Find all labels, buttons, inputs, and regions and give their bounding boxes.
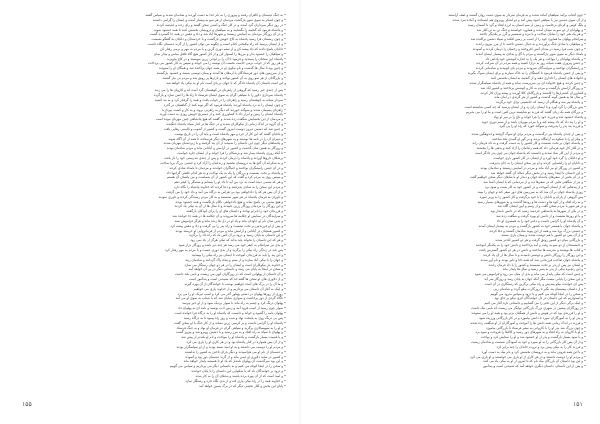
text-line: • در روزگاران پیشین در شهری بزرگ بازرگانی توانگر می زیست که نامی نیک داشت — [314, 306, 586, 311]
text-line: • و از دلاوری های او سخن ها گفته اند که شنیدنی است و پندآموز است — [18, 277, 286, 282]
text-line: • تا آنکه روزی پادشاه بیمار شد و پزشکان را فرا خواند و از ایشان چاره خواست — [18, 151, 286, 156]
text-line: • و چون لشکر به سوی شهر بازگشت مردمان از هر سو به پیشباز آمدند و ایشان را گرامی داشتند — [18, 18, 286, 23]
text-line: • چون آفتاب برآمد سپاهیان آماده شدند و به فرمان سردار به سوی دشت روان گشتند و صف آراستند — [314, 13, 586, 18]
text-line: • و کشور در روزگار او نیز آباد ماند و مردم در آسایش زیستند و شادمان بودند — [314, 166, 586, 171]
text-line: و از آن سوی دشمن نیز با سپاهی انبوه پیش آمد و دو لشکر روبروی هم ایستادند و آماده نبرد شدند — [452, 17, 586, 22]
text-line: • و چون بزرگ شد پدر او را با کاروانی به سفر فرستاد تا بازرگانی بیاموزد — [314, 326, 586, 331]
text-line: • پایان این بخش و آغاز بخشی دیگر که در برگ پسین خواهد آمد — [18, 384, 286, 389]
text-line: • و این روزگار را مردمان روزگار زرین نامیدند و تا سال ها از آن به نیکی یاد کردند — [18, 204, 286, 209]
text-line: • روزی از روزها پهلوان در دشتی پهناور گذر می کرد و اسب تیزتک او را می برد — [18, 292, 286, 297]
text-line: • و به راه افتاد و از کوه ها و دشت ها و رودها گذشت و به شهرهای بسیار رسید — [314, 200, 586, 205]
text-line: • و او را پند داد که داد پیشه کند و با مردم مهربان باشد و از ستم دوری جوید — [314, 120, 586, 125]
text-line: • و ایشان نیز پس از پدر بر تخت نشستند و کشور را با داد فرمان راندند — [314, 263, 586, 268]
text-line: • و نیز از شگفتی هایی که در سفرها دید و از مردمانی که با ایشان آشنا شد — [314, 180, 586, 185]
text-line: • و او دانایان را گرد خود آورد و از ایشان در کار کشور یاری خواست — [314, 156, 586, 161]
text-line: • و بدین سان نام او جاودان ماند و یاد او در دل ها زنده ماند و هرگز فراموش نشد — [18, 219, 286, 224]
text-line: • و این داستان به پایان رسید و درود بر آن کس باد که راه داد را برگزید — [18, 233, 286, 238]
text-line: • و چون زمستان فرا رسید پادشاه به کاخ خویش بازگشت و با خردمندان و دانایان به گفتگو نشست — [18, 37, 286, 42]
right-page — [300, 0, 600, 424]
text-line: • و به شکرانه آن گنج ها به درویشان بخشید و زندانیان را آزاد کرد و جشنی بزرگ برپا ساخت — [18, 161, 286, 166]
text-line: • و روزگار به همین سان گذشت و کشور در آرامش و آبادانی ماند و مردم شادمان بودند — [18, 146, 286, 151]
text-line: و خانواده های ایشان را دلداری دهند و از گنجینه به ایشان بخشش کنند — [490, 75, 586, 80]
text-line: • و مردمان از این بخشایش شگفت زده شدند و گفتند که هیچ پادشاهی چنین مهربان نبوده است — [18, 117, 286, 122]
text-line: • و امیدواریم که این داستان در دل خوانندگان اثری نیکو بر جای نهد — [314, 296, 586, 301]
text-line: • و جشن پیروزی هفت شبانه روز به درازا کشید و همه مردم در آن شرکت کردند — [314, 61, 586, 66]
text-line: • و فرزند در اندک زمانی همه دانش ها را آموخت و آموزگاران از او شگفت زده شدند — [314, 321, 586, 326]
text-line: • و او را به سپهسالاری برگزید و سپاهی گران در فرمان او نهاد و به جنگ فرستاد — [18, 326, 286, 331]
text-line: • و سخن را در اینجا کوتاه می کنیم و با درود و سپاس بدرود می گوییم — [314, 292, 586, 297]
text-line: • و این بود سرگذشت آن پهلوان نامدار که یاد او تا همیشه پایدار خواهد ماند — [18, 359, 286, 364]
text-line: • و بدی نیز سرانجام به کیفر خود می رسد هر چند دیر باشد و روزگار دراز شود — [18, 243, 286, 248]
text-line: • و از آن پس همواره در کنار پادشاه بود و در هر کاری او را یاری می کرد — [18, 340, 286, 345]
text-line: • و این سخن را پایانی نیست مگر آنکه جهان به پایان رسد و روزگار سر آید — [314, 277, 586, 282]
text-line: • پزشکان داروها آوردند و پادشاه را درمان کردند و پس از چندی تندرستی خود را باز یافت — [18, 156, 286, 161]
text-line: • و مردم او را دوست می داشتند و به او امید بسته بودند و از او سپاسگزار بودند — [18, 345, 286, 350]
text-line: • و بزرگان همه یک زبان گفتند که فرزند تو شایسته ترین کس است و ما او را می پذیریم — [314, 110, 586, 115]
text-line: • و فرزند پند پدر را پذیرفت و سوگند خورد که راه او را پی گیرد — [314, 124, 586, 129]
text-line: • و پادشاه فرمود که گنجینه را بگشایند و به سپاهیان و درویشان بخشش کنند تا همه خشنود شوند — [18, 28, 286, 33]
text-line: • و امید است که از آن بهره برده باشند و پندهای آن را به کار بندند — [18, 374, 286, 379]
text-line: • و دشمنان از نام او می هراسیدند و دیگر یارای تاختن به کشور را نداشتند — [18, 350, 286, 355]
left-page-number: ۱۵۵ — [22, 401, 32, 408]
text-line: • سردار شبانه به کوهستان رسید و راهزنان را در خواب یافت و همه را گرفتار کرد و به بند کشید — [18, 98, 286, 103]
text-line: • و این داستان تا اینجا رسید و در بخش دیگر دنباله آن گفته خواهد شد — [314, 171, 586, 176]
text-line: • و پدر او را به آموزگاران سپرد تا دانش بیاموزد و در کار بازرگانی ورزیده شود — [314, 316, 586, 321]
text-line: • و خداوند یار نیکوکاران است و ایشان را در هر دو جهان رستگار می سازد — [18, 263, 286, 268]
text-line: • ناگاه گردی از دور برخاست و سواری نمایان شد که با شتاب به سوی او می آمد — [18, 296, 286, 301]
text-line: • و هیچ ستمی بی پاسخ نماند و هیچ دادخواهی ناکام بازنگشت و همه خشنود بودند — [18, 200, 286, 205]
text-line: • و از آن پس دو کشور با هم دوست شدند و پیمان یاری بستند — [314, 233, 586, 238]
text-line: • پادشاه ایشان را زمین و ابزار داد تا کشاورزی کنند و از دسترنج خویش روزی به دست آورند — [18, 112, 286, 117]
right-page-number: ۱۵۱ — [573, 401, 583, 408]
text-line: • و از آن پس هر که را دادخواهی بود بی هراس به درگاه می آمد و داد خود را می گرفت — [18, 190, 286, 195]
text-line: • دانایان پاسخ دادند که داد پیشه کن و از ستم دوری گزین و با مردم به مهر و نرمی رفتار کن — [18, 47, 286, 52]
text-line: • و رامشگران نواختند و سرایندگان سرودند و مردم پای کوبیدند و شادمانی کردند — [314, 66, 586, 71]
text-line: و این است داستان آن پادشاه دادگر که تا جهان بر پای است نام او به نیکی یاد خواهد شد — [166, 80, 286, 85]
text-line: • و سپس روی به مردم کرد و گفت که این کشور از آن شماست و من پاسبان آن هستم — [18, 175, 286, 180]
text-line: • و جهان را با نیکی آباد سازند و از ستم و بیداد پاک گردانند و شادمان زیند — [18, 258, 286, 263]
text-line: • و این بود داستان آن بازرگان نیک نام که تا امروز از او به نیکی یاد می کنند — [314, 359, 586, 364]
text-line: • و با سود بسیار بازگشت و پدر از او خشنود شد و او را ستایش کرد و نواخت — [314, 335, 586, 340]
text-line: • و فرزندان خود را نام او نهادند و داستان های او را برای کودکان بازگفتند — [18, 209, 286, 214]
text-line: • در روز دیگر سرداران گرد آمدند و در کار جنگ و آشتی سخن گفتند و رای زدند و اندیشه کردند — [18, 23, 286, 28]
text-line: • و او را فرزندی بود که در هوش و دانش از همگنان برتر بود و همه او را می ستودند — [314, 311, 586, 316]
text-line: • و هر یک هنر خود را نمایان ساخت و با نیزه و شمشیر و گرز بر یکدیگر تاختند — [314, 32, 586, 37]
text-line: • پهلوان نامه را گشود و خواند و دانست که پادشاه او را به درگاه فرا خوانده است — [18, 311, 286, 316]
text-line: • و در یکی از شهرها به پادشاهی خردمند رسید که در دانش نامدار بود — [314, 209, 586, 214]
left-page-text-column — [18, 13, 286, 388]
text-line: • پس بزرگان را گرد آورد و با ایشان رای زد و از ایشان پرسید که چه کسی شایسته است — [314, 105, 586, 110]
text-line: • و پادشاه جوان صاحب فرزندانی شد که همه دانا و دلیر بودند و نام آور شدند — [314, 258, 586, 263]
text-line: • پادشاه سرداری دلاور را با سپاهی گران به سوی ایشان فرستاد تا راه ها را ایمن سازد و بازگردد — [18, 93, 286, 98]
text-line: • پادشاه او را گرامی داشت و بر کرسی زرین نشاند و از کار جنگ با او سخن گفت — [18, 321, 286, 326]
text-line: • و جشنی بزرگ برپا شد و همه از این پیوند شادمان گشتند و دعا کردند — [314, 229, 586, 234]
text-line: • و چنین شد که دشمن دیروز دوست امروز گشت و کشور از آشوب و ناایمنی رهایی یافت — [18, 127, 286, 132]
text-line: • و این پند را باید به فرزندان آموخت تا ایشان نیز راه نیکی را بپیمایند — [18, 253, 286, 258]
text-line: • و پیکر او را با شکوه به آرامگاه بردند و بر گور او گنبدی بلند ساختند — [314, 137, 586, 142]
text-line: و بانگ کوس و کرنای برخاست و زمین از سم اسبان به لرزه افتاد و گرد تا آسمان رسید — [467, 22, 586, 27]
text-line: و سرانجام پهلوان ما هماورد خود را از اسب بر زمین افکند و سپاه دشمن پراکنده شد — [470, 37, 586, 42]
text-line: • و چنین است که نیکی پایدار می ماند و بدی از میان می رود و فراموش می شود — [314, 272, 586, 277]
text-line: و در هر شهر با مردم سخن گفت و از رسم و آیین ایشان آگاه شد — [497, 204, 586, 209]
text-line: • روزی پادشاه جوان بر آن شد که به سرزمین های دور سفر کند و جهان را ببیند — [314, 190, 586, 195]
text-line: • و آن گروه در اندک زمانی از نیکوکاران شدند و در جنگ ها در کنار سپاه پادشاه جنگیدند — [18, 122, 286, 127]
text-line: • و آن داستان از پهلوانی است که در روزگاران کهن می زیست و نامی بلند داشت — [18, 272, 286, 277]
text-line: و پادشاه خشنود شد و فرزند خود را فرا خواند و تاج را بر سر او نهاد — [493, 114, 586, 119]
text-line: • و بازرگانی میان دو کشور رونق گرفت و هر دو کشور آبادتر شدند — [314, 238, 586, 243]
text-line: • و درود بر خوانندگان باد که با شکیبایی این داستان را تا پایان خواندند — [18, 369, 286, 374]
text-line: • و پادشاه پیر شد و هنگام آن رسید که جانشینی برای خود برگزیند — [314, 100, 586, 105]
text-line: • و در آن جشن رامشگران نواختند و خنیاگران خواندند و مردمان تا بامداد شادی کردند — [18, 166, 286, 171]
text-line: • و بازرگانان از هر سو روی به آن کشور نهادند و بازارها پر رونق شد و مردم بی نیاز گشتند — [18, 76, 286, 81]
text-line: • راهزنان پشیمان شدند و سوگند خوردند که دیگر به راهزنی نروند و به کار و کشت بپردازند — [18, 108, 286, 113]
text-line: • و در آغاز کار خود فرمانی داد که همه زندانیان را آزاد کنند و بدهی ها را ببخشند — [314, 146, 586, 151]
text-line: • و داوران به فرمان پادشاه در هر شهر نشستند و به کار مردم رسیدگی کردند و داوری نمودند — [18, 195, 286, 200]
text-line: • و چون شب فرا رسید در میدان آتش افروختند و زخمیان را درمان کردند و آسودند — [314, 47, 586, 52]
text-line: • و با او روزها نشست و از دانش او بهره گرفت و شگفت زده شد — [314, 214, 586, 219]
text-line: • و این روزگار را روزگار دانش و دوستی نامیدند و تا سال ها از آن یاد کردند — [314, 253, 586, 258]
text-line: • و پهلوان با سپاه به راه افتاد و به مرز رسید و با دشمن روبرو شد و پیروز گشت — [18, 330, 286, 335]
text-line: • و دانشمندان از دو سو به رفت و آمد پرداختند و دانش خود را به یکدیگر آموختند — [314, 243, 586, 248]
text-line: • و مردم او را دوست داشتند و در هر کاری از او یاری می خواستند و او یاری می کرد — [314, 355, 586, 360]
text-line: • و هر که ستمی دیده است به نزد من آید تا داد او را بستانم و ستمگر را کیفر دهم — [18, 180, 286, 185]
right-page-text-column — [314, 13, 586, 369]
text-line: • و پادشاه بر تخت نشست و بزرگان را یک به یک نواخت و به هر کدام خلعتی گرانبها داد — [18, 171, 286, 176]
text-line: • پس باید در زندگی راه نیکی را برگزید و از بدی دوری جست و با مردم به مهر رفتار کرد — [18, 248, 286, 253]
text-line: • و پادشاه جوان بر تخت نشست و کار کشور را به دست گرفت و به داد فرمان راند — [314, 141, 586, 146]
text-line: • و خداوند همه را در راه نیکی یاری کند و از بدی نگاه دارد و رستگار سازد — [18, 379, 286, 384]
text-line: و بامداد دیگر به سوی شهر بازگشتند و مردم با گل و شادی به پیشباز ایشان آمدند — [475, 51, 586, 56]
text-line: • و چنین بود تا سال ها گذشت و نام نیکوی او در همه جهان پراکنده شد و همگان او را ستودند — [18, 66, 286, 71]
text-line: • و سخن در اینجا به پایان می رسد و داستانی دیگر در پی آن خواهد آمد — [18, 267, 286, 272]
text-line: • به جنگ دشمنان و کافران رفتند و پیروزی را به نام خدا به دست آوردند و شادمان شدند و سپاس گفتند — [18, 13, 286, 18]
text-line: • و از آن پس کار بازرگانی را به او سپرد و خود به آسودگی نشست و شادمان زیست — [314, 340, 586, 345]
text-line: • و مردم این سخن را به شادی پذیرفتند و دعا کردند که خداوند پادشاه را نگاه دارد — [18, 185, 286, 190]
text-line: • و کشور در سایه دلاوری او ایمن ماند و از گزند دشمنان دور بود و آسوده — [18, 355, 286, 360]
text-line: • پس گروهی از یاران و دانایان را با خود برگرفت و کار کشور را به وزیر سپرد — [314, 195, 586, 200]
text-line: • و سرایندگان در ستایش او چکامه ها سرودند و آن چکامه ها در همه جا خوانده شد — [18, 214, 286, 219]
text-line: • پادشاه این سخنان را پسندید و فرمود تا آن را بر لوحی زرین بنویسند و در کاخ بیاویزند — [18, 57, 286, 62]
text-line: • و سپاهیان را خشنود بدار و مرزها را استوار کن و از کار کشور هیچ گاه غافل مباش و بیدار بمان — [18, 52, 286, 57]
text-line: • و او با کاروان به راه افتاد و به شهرهای دور رسید و کالاها را فروخت و سود برد — [314, 330, 586, 335]
text-line: • سوار چون رسید از اسب فرود آمد و زمین ادب بوسید و نامه ای به پهلوان داد — [18, 306, 286, 311]
text-line: • و در آن بخش از سفرهای پادشاه جوان و دیدار او با شاهان دیگر سخن خواهیم گفت — [314, 175, 586, 180]
text-line: • و از سرزمین های دور فرستادگان با ارمغان ها آمدند و پیمان دوستی بستند و خشنود بازگشتند — [18, 71, 286, 76]
text-line: • و اینک به آغاز آن داستان می پردازیم و از خداوند یاری می خواهیم — [18, 287, 286, 292]
text-line: • و پادشاهان دیگر چون این داستان را شنیدند از آن پند گرفتند و با زیردستان مهربان شدند — [18, 141, 286, 146]
text-line: • و با غنیمت بسیار بازگشت و پادشاه او را بنواخت و نام او بلندتر از پیش شد — [18, 335, 286, 340]
text-line: • و هر روز که از خواب برمی خاست نخست آن نوشته را می خواند و سپس به کار کشور می پرداخت — [18, 61, 286, 66]
text-line: • و مردم از این کار شاد شدند و دانستند که پادشاه جوان نیز چون پدر دادگر است — [314, 151, 586, 156]
text-line: • و پادشاه پهلوانان را بنواخت و هر یک را به اندازه کوشش خود پاداش داد — [314, 57, 586, 62]
text-line: • و ما آن را در برگ های آینده خواهیم نوشت تا خوانندگان از آن بهره گیرند — [18, 282, 286, 287]
text-line: • و هر که این داستان را بخواند باید بداند که نیکی هرگز از یاد نمی رود — [18, 238, 286, 243]
text-line: • و پس از چندی پادشاه پیر درگذشت و مردم برای او سوگ گرفتند و اندوهگین شدند — [314, 132, 586, 137]
text-line: • و از پندهایی که از ایشان آموخت و در کشور خود به کار بست و سود برد — [314, 185, 586, 190]
text-line: • پس از چندی خبر رسید که گروهی از راهزنان در کوهستان گرد آمده اند و کاروان ها را می زنند — [18, 88, 286, 93]
text-line: • و از داستان پیشینیان پند بگیر تا روزگارت نیکو گردد و شادمان زیی — [314, 287, 586, 292]
text-line: • و دانایان او را راهنمایی کردند و او نیز سخن ایشان را به جان پذیرفت — [314, 161, 586, 166]
text-line: • و فرزند کار را به نیکی پیش برد و ثروت خاندان را چند برابر کرد — [314, 345, 586, 350]
text-line: • و دانایان گفتند که این کار از خرد و مهر پادشاه است و باید آن را در تاریخ نوشت — [18, 132, 286, 137]
text-line: • پس بی درنگ روی به پایتخت نهاد و شب و روز راه پیمود تا به درگاه رسید — [18, 316, 286, 321]
text-line: • و آن پادشاه او را گرامی داشت و دختر خود را به همسری او داد — [314, 219, 586, 224]
text-line: • و دبیران آن را در نامه ها نوشتند و به شهرهای دیگر فرستادند تا همه از آن آگاه شوند — [18, 137, 286, 142]
text-line: • و چنین کردند و هیچ خانواده ای بی سرپرست نماند و همه از پادشاه سپاسگزار شدند — [314, 81, 586, 86]
text-line: • و از ایشان پرسید که راه نیکبختی کدام است و چگونه می توان کشور را از گزند دشمنان نگاه داشت — [18, 42, 286, 47]
text-line: • و کتاب ها نوشتند و مدرسه ها ساختند و دانش در هر دو کشور گسترش یافت — [314, 248, 586, 253]
text-line: • و پس از او فرزندش بر تخت نشست و راه پدر را پی گرفت و داد و دهش پیشه کرد — [18, 224, 286, 229]
text-line: • و پادشاه جوان با همسر خود به کشور بازگشت و مردم به پیشباز ایشان آمدند — [314, 224, 586, 229]
text-line: • و پس از جشن پادشاه فرمود تا کشتگان را به خاک سپارند و برای ایشان سوگ بگیرند — [314, 71, 586, 76]
text-line: • و روزگار آرامش بازگشت و مردم به کار و کوشش پرداختند و کشور آباد شد — [314, 86, 586, 91]
text-line: • پهلوان درنگ کرد و چشم به راه ماند تا سوار نزدیک شود و از او خبر بپرسد — [18, 301, 286, 306]
text-line: • و سپاهیان با شادی بانگ برآوردند و به دنبال دشمن تاختند تا از مرز بیرون راندند — [314, 42, 586, 47]
text-line: و کشاورزان کشتزارها را کاشتند و بازرگانان کالا آوردند و پیشه وران کار کردند — [480, 90, 586, 95]
text-line: • و کشور همچنان در آبادانی و آرامش ماند و مردم از فرمانروایی او خرسند بودند — [18, 229, 286, 234]
text-line: • و این زنجیره نیکی از پدر به پسر رسید و سال ها پایدار ماند — [314, 267, 586, 272]
text-line: • پس ای خواننده نیکو بیندیش و راه نیکی برگزین که رستگاری در آن است — [314, 282, 586, 287]
text-line: • و با این همه فروتن ماند و به درویشان بخشش کرد و نام نیک به دست آورد — [314, 350, 586, 355]
text-line: • و اینک برگی دیگر از این دفتر را می گشاییم و داستانی تازه آغاز می کنیم — [314, 301, 586, 306]
text-line: • و پهلوانان از دو سو به میدان آمدند و هماورد خواستند و جنگ تن به تن آغاز شد — [314, 28, 586, 33]
text-line: • و سخن را در اینجا کوتاه می کنیم و به داستانی دیگر می پردازیم و سپاس می گوییم — [18, 364, 286, 369]
text-line: • و در آن روزگار مردمان به آسایش زیستند و شهرها آباد شد و داد و دهش در همه جا گسترده گشت — [18, 32, 286, 37]
text-line: • و سال ها به همین گونه گذشت و کشور از هر گزندی در امان ماند — [314, 95, 586, 100]
text-line: • و چون ایشان را به نزد پادشاه آوردند پادشاه فرمود که اگر توبه کنند از گناهشان در گذرد — [18, 103, 286, 108]
text-line: • و پس از این داستان، داستان دیگری خواهد آمد که شنیدنی است و پندآموز — [314, 364, 586, 369]
